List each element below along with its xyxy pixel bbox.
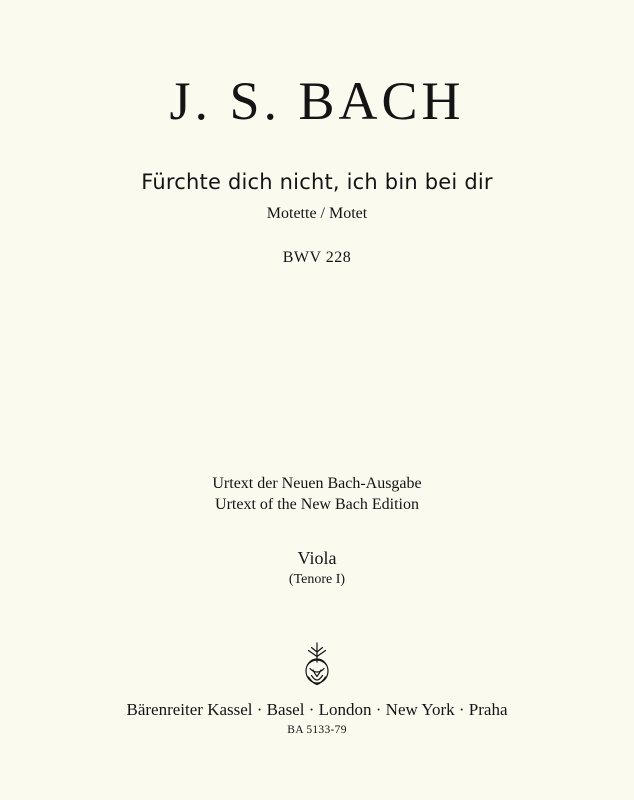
- work-catalog-number: BWV 228: [282, 249, 352, 266]
- composer-name: J. S. BACH: [169, 71, 465, 131]
- baerenreiter-logo-icon: [294, 640, 340, 688]
- work-title: Fürchte dich nicht, ich bin bei dir: [141, 170, 493, 194]
- work-genre: Motette / Motet: [266, 205, 368, 222]
- part-instrument: Viola: [297, 548, 337, 568]
- urtext-line-german: Urtext der Neuen Bach-Ausgabe: [212, 475, 422, 492]
- publisher-line: [0, 700, 634, 720]
- publisher-brand: Bärenreiter: [126, 700, 203, 719]
- part-doubling: (Tenore I): [288, 572, 346, 587]
- publisher-cities: Kassel · Basel · London · New York · Praha: [207, 700, 508, 719]
- urtext-line-english: Urtext of the New Bach Edition: [215, 496, 419, 513]
- publisher-logo-container: [0, 640, 634, 688]
- plate-number: BA 5133-79: [287, 724, 347, 736]
